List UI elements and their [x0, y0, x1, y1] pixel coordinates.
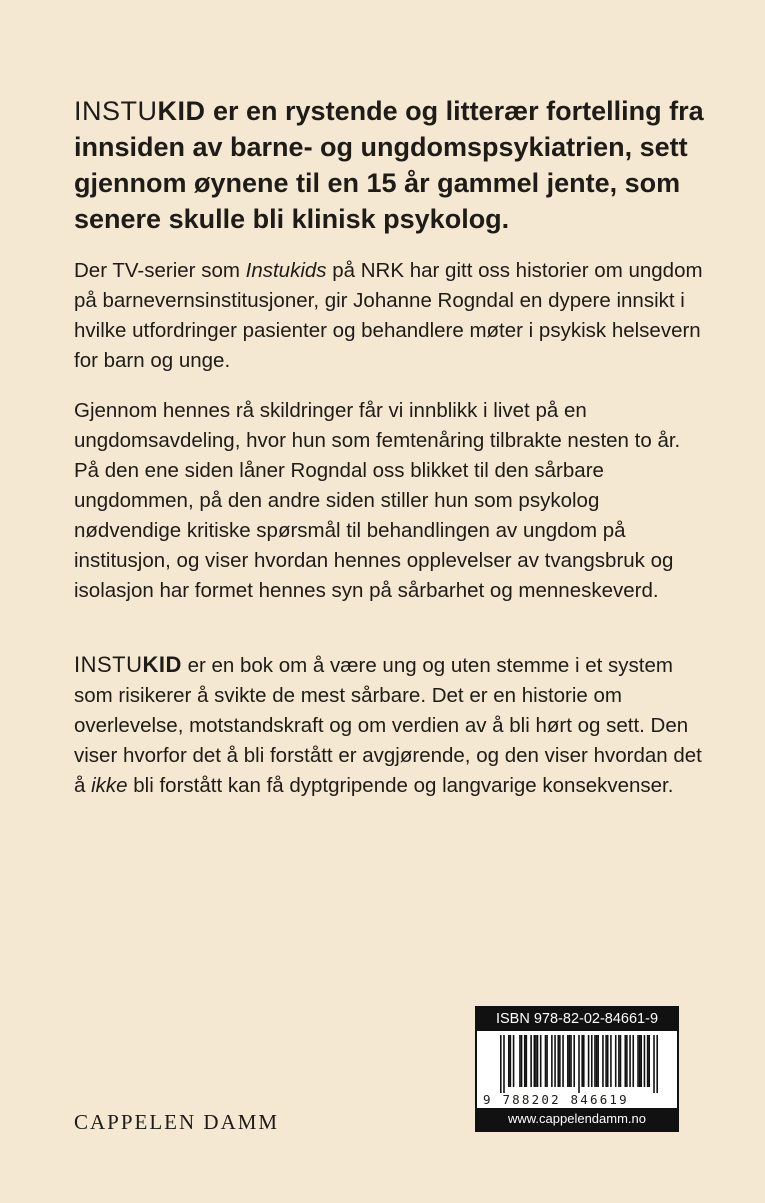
- barcode-bar: [540, 1035, 542, 1087]
- barcode-bar: [644, 1035, 646, 1087]
- barcode-bar: [513, 1035, 515, 1087]
- isbn-barcode-block: [475, 1006, 679, 1132]
- barcode-bar: [629, 1035, 631, 1087]
- paragraph-text: er en bok om å være ung og uten stemme i et system som risikerer å svikte de mest sårbare. Det er en historie om overlevelse, motstandskraft og om verdien av å bli hørt og sett. Den viser hvorfor det å bli forstått er avgjørende, og den viser hvordan det å: [74, 654, 702, 797]
- barcode-bar: [607, 1035, 609, 1087]
- barcode-bar: [653, 1035, 655, 1093]
- barcode-bar: [519, 1035, 521, 1087]
- barcode-bar: [624, 1035, 626, 1087]
- barcode-bar: [537, 1035, 539, 1087]
- barcode-bar: [605, 1035, 607, 1087]
- barcode-bar: [524, 1035, 526, 1087]
- barcode-bar: [602, 1035, 604, 1087]
- barcode-bar: [647, 1035, 649, 1087]
- barcode-bar: [583, 1035, 585, 1087]
- barcode-bar: [570, 1035, 572, 1087]
- barcode-bars: [500, 1035, 658, 1093]
- barcode-bar: [534, 1035, 536, 1087]
- barcode-bar: [526, 1035, 528, 1087]
- barcode-digits: 9 788202 846619: [483, 1092, 629, 1107]
- brand-kid: KID: [142, 652, 182, 677]
- barcode-bar: [569, 1035, 571, 1087]
- barcode-bar: [562, 1035, 564, 1087]
- barcode-bar: [510, 1035, 512, 1087]
- paragraph-text: Der TV-serier som: [74, 259, 246, 282]
- barcode-bar: [632, 1035, 634, 1087]
- barcode-bar: [530, 1035, 532, 1087]
- barcode-bar: [554, 1035, 556, 1087]
- barcode-bar: [591, 1035, 593, 1087]
- publisher-logo: CAPPELEN DAMM: [74, 1110, 280, 1134]
- barcode-bar: [618, 1035, 620, 1087]
- barcode-bar: [640, 1035, 642, 1087]
- barcode-bar: [597, 1035, 599, 1087]
- barcode-bar: [596, 1035, 598, 1087]
- barcode-bar: [567, 1035, 569, 1087]
- barcode-bar: [648, 1035, 650, 1087]
- barcode-bar: [573, 1035, 575, 1087]
- barcode-bar: [610, 1035, 612, 1087]
- barcode-bar: [626, 1035, 628, 1087]
- paragraph-text: Gjennom hennes rå skildringer får vi innblikk i livet på en ungdomsavdeling, hvor hun som femtenåring tilbrakte nesten to år. På den ene siden låner Rogndal oss blikket til den sårbare ungdommen, på den andre siden stiller hun som psykolog nødvendige kritiske spørsmål til behandlingen av ungdom på institusjon, og viser hvordan hennes opplevelser av tvangsbruk og isolasjon har formet hennes syn på sårbarhet og menneskeverd.: [74, 399, 681, 602]
- barcode-bar: [557, 1035, 559, 1087]
- lead-paragraph: [74, 93, 714, 237]
- italic-word: ikke: [91, 774, 128, 797]
- barcode-bar: [581, 1035, 583, 1087]
- barcode-bar: [551, 1035, 553, 1087]
- barcode-bar: [615, 1035, 617, 1087]
- brand-instu: INSTU: [74, 96, 158, 126]
- barcode-bar: [620, 1035, 622, 1087]
- barcode-bar: [637, 1035, 639, 1087]
- barcode-bar: [594, 1035, 596, 1087]
- paragraph-summary: [74, 650, 704, 801]
- publisher-url: www.cappelendamm.no: [477, 1108, 677, 1130]
- barcode-bar: [559, 1035, 561, 1087]
- barcode-bar: [545, 1035, 547, 1087]
- isbn-label: ISBN 978-82-02-84661-9: [477, 1008, 677, 1031]
- italic-title: Instukids: [245, 259, 327, 282]
- brand-kid: KID: [157, 96, 206, 126]
- barcode-bar: [535, 1035, 537, 1087]
- barcode-bar: [500, 1035, 502, 1093]
- barcode-bar: [503, 1035, 505, 1093]
- brand-instu: INSTU: [74, 652, 143, 677]
- barcode-bar: [588, 1035, 590, 1087]
- paragraph-tv-series: [74, 256, 704, 376]
- barcode-bar: [521, 1035, 523, 1087]
- barcode-bar: [578, 1035, 580, 1093]
- paragraph-text: på NRK har gitt oss historier om ungdom på barnevernsinstitusjoner, gir Johanne Rogndal en dypere innsikt i hvilke utfordringer pasienter og behandlere møter i psykisk helsevern for barn og unge.: [74, 259, 703, 372]
- barcode-bar: [546, 1035, 548, 1087]
- barcode-bar: [639, 1035, 641, 1087]
- barcode-bar: [656, 1035, 658, 1093]
- paragraph-experiences: [74, 396, 704, 606]
- lead-text: er en rystende og litterær fortelling fra innsiden av barne- og ungdomspsykiatrien, sett gjennom øynene til en 15 år gammel jente, som senere skulle bli klinisk psykolog.: [74, 96, 704, 234]
- paragraph-text: bli forstått kan få dyptgripende og langvarige konsekvenser.: [127, 774, 674, 797]
- barcode-bar: [508, 1035, 510, 1087]
